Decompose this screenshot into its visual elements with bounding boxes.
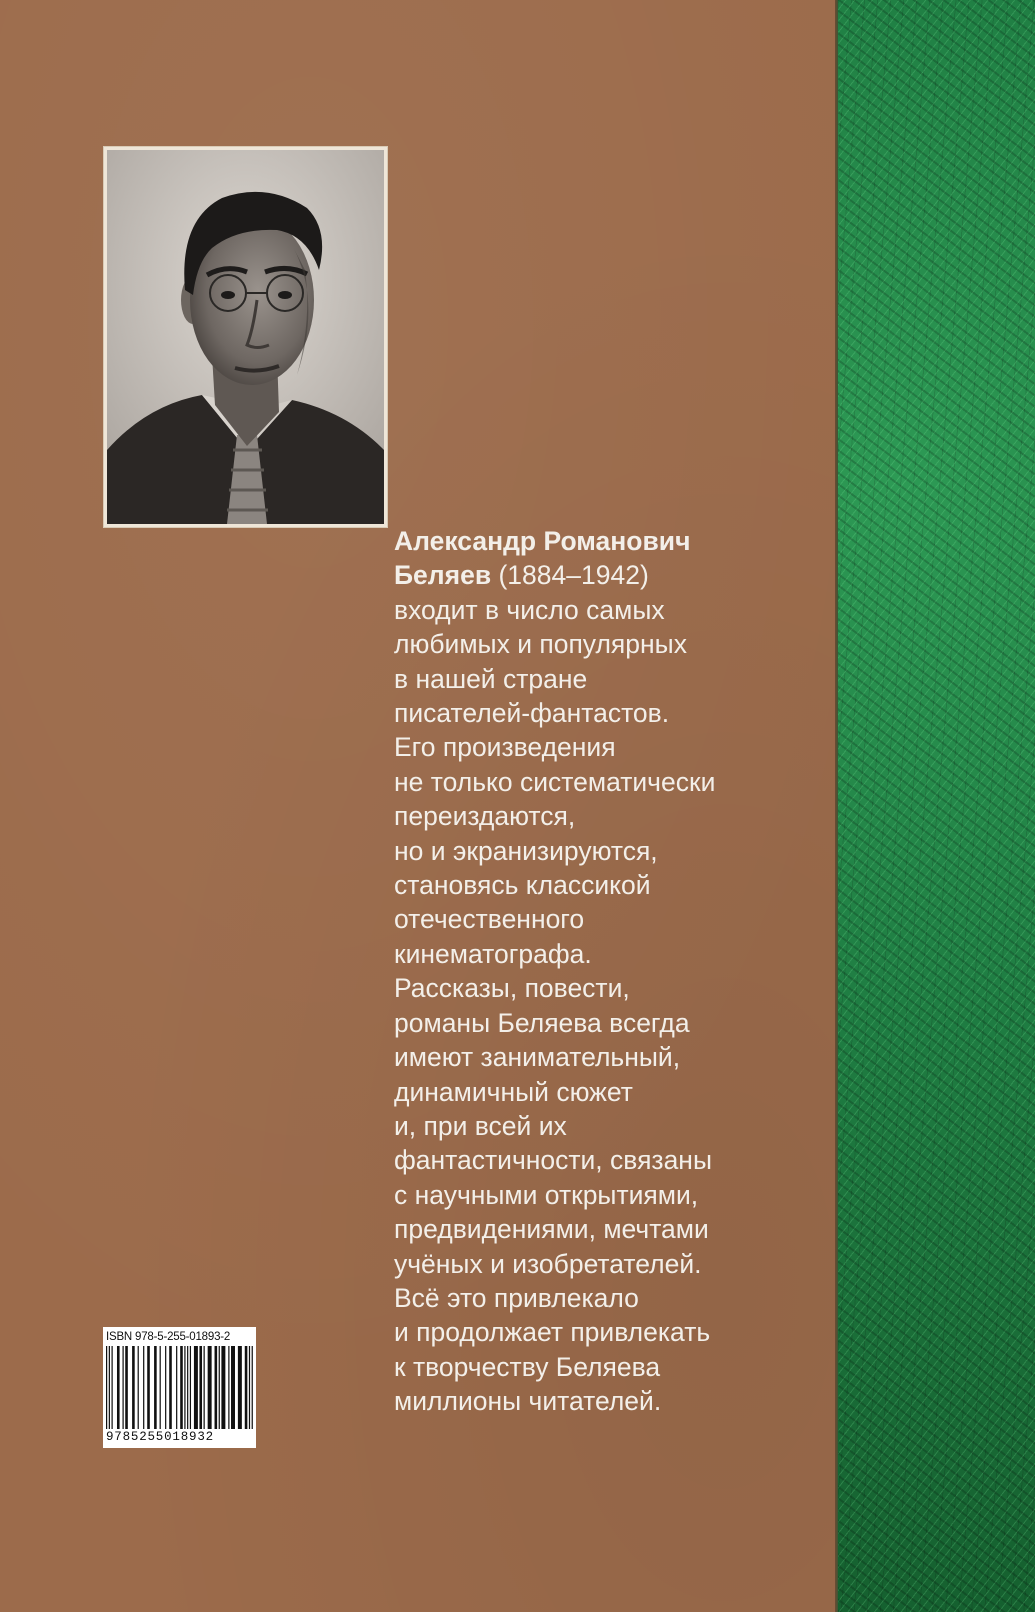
- bio-line: входит в число самых: [394, 594, 665, 625]
- barcode-bar: [252, 1346, 253, 1429]
- bio-line: имеют занимательный,: [394, 1042, 681, 1073]
- barcode-bar: [154, 1346, 157, 1429]
- green-leather-spine: [838, 0, 1035, 1612]
- bio-line: Рассказы, повести,: [394, 973, 630, 1004]
- author-portrait-illustration: [107, 150, 384, 524]
- barcode-bar: [180, 1346, 183, 1429]
- barcode-bar: [208, 1346, 212, 1429]
- barcode-bar: [221, 1346, 225, 1429]
- isbn-label: ISBN 978-5-255-01893-2: [106, 1331, 231, 1343]
- barcode-bar: [147, 1346, 150, 1429]
- barcode-bar: [125, 1346, 128, 1429]
- barcode-bar: [112, 1346, 113, 1429]
- barcode-bar: [199, 1346, 202, 1429]
- bio-line: не только систематически: [394, 766, 716, 797]
- barcode-bar: [184, 1346, 185, 1429]
- barcode-bar: [187, 1346, 188, 1429]
- barcode-bar: [138, 1346, 139, 1429]
- barcode-bar: [238, 1346, 242, 1429]
- bio-line: кинематографа.: [394, 938, 592, 969]
- barcode-bar: [194, 1346, 198, 1429]
- author-portrait-frame: [103, 146, 388, 528]
- bio-line: романы Беляева всегда: [394, 1007, 690, 1038]
- bio-line: с научными открытиями,: [394, 1179, 699, 1210]
- barcode-bar: [106, 1346, 107, 1429]
- barcode-bar: [219, 1346, 220, 1429]
- barcode-bar: [204, 1346, 205, 1429]
- barcode-bar: [122, 1346, 123, 1429]
- bio-line: и продолжает привлекать: [394, 1317, 711, 1348]
- bio-line: становясь классикой: [394, 870, 651, 901]
- barcode-bar: [231, 1346, 235, 1429]
- author-years: (1884–1942): [491, 560, 649, 591]
- author-name-line: Александр Романович: [394, 526, 691, 556]
- bio-line: динамичный сюжет: [394, 1076, 633, 1107]
- bio-line: но и экранизируются,: [394, 835, 658, 866]
- bio-line: фантастичности, связаны: [394, 1145, 712, 1176]
- author-biography: [394, 524, 834, 1419]
- bio-line: учёных и изобретателей.: [394, 1248, 702, 1279]
- bio-line: отечественного: [394, 904, 585, 935]
- author-surname-line: [394, 558, 834, 592]
- bio-line: Его произведения: [394, 732, 616, 763]
- author-portrait-photo: [107, 150, 384, 524]
- barcode-bar: [143, 1346, 144, 1429]
- isbn-barcode: [103, 1327, 256, 1448]
- bio-line: миллионы читателей.: [394, 1386, 662, 1417]
- barcode-bar: [176, 1346, 177, 1429]
- barcode-bar: [249, 1346, 250, 1429]
- bio-line: предвидениями, мечтами: [394, 1214, 709, 1245]
- barcode-bar: [109, 1346, 110, 1429]
- barcode-bar: [228, 1346, 229, 1429]
- barcode-bar: [190, 1346, 191, 1429]
- barcode-digits: 9785255018932: [106, 1430, 214, 1444]
- barcode-bar: [245, 1346, 248, 1429]
- barcode-bar: [169, 1346, 172, 1429]
- bio-line: к творчеству Беляева: [394, 1351, 661, 1382]
- barcode-bar: [160, 1346, 161, 1429]
- author-surname: Беляев: [394, 560, 492, 591]
- barcode-bar: [117, 1346, 120, 1429]
- bio-line: любимых и популярных: [394, 629, 687, 660]
- barcode-bar: [215, 1346, 218, 1429]
- barcode-bar: [165, 1346, 166, 1429]
- bio-line: и, при всей их: [394, 1110, 567, 1141]
- bio-line: писателей-фантастов.: [394, 698, 670, 729]
- barcode-bars: [106, 1346, 253, 1429]
- bio-line: Всё это привлекало: [394, 1282, 639, 1313]
- barcode-bar: [132, 1346, 135, 1429]
- bio-line: в нашей стране: [394, 663, 588, 694]
- bio-line: переиздаются,: [394, 801, 576, 832]
